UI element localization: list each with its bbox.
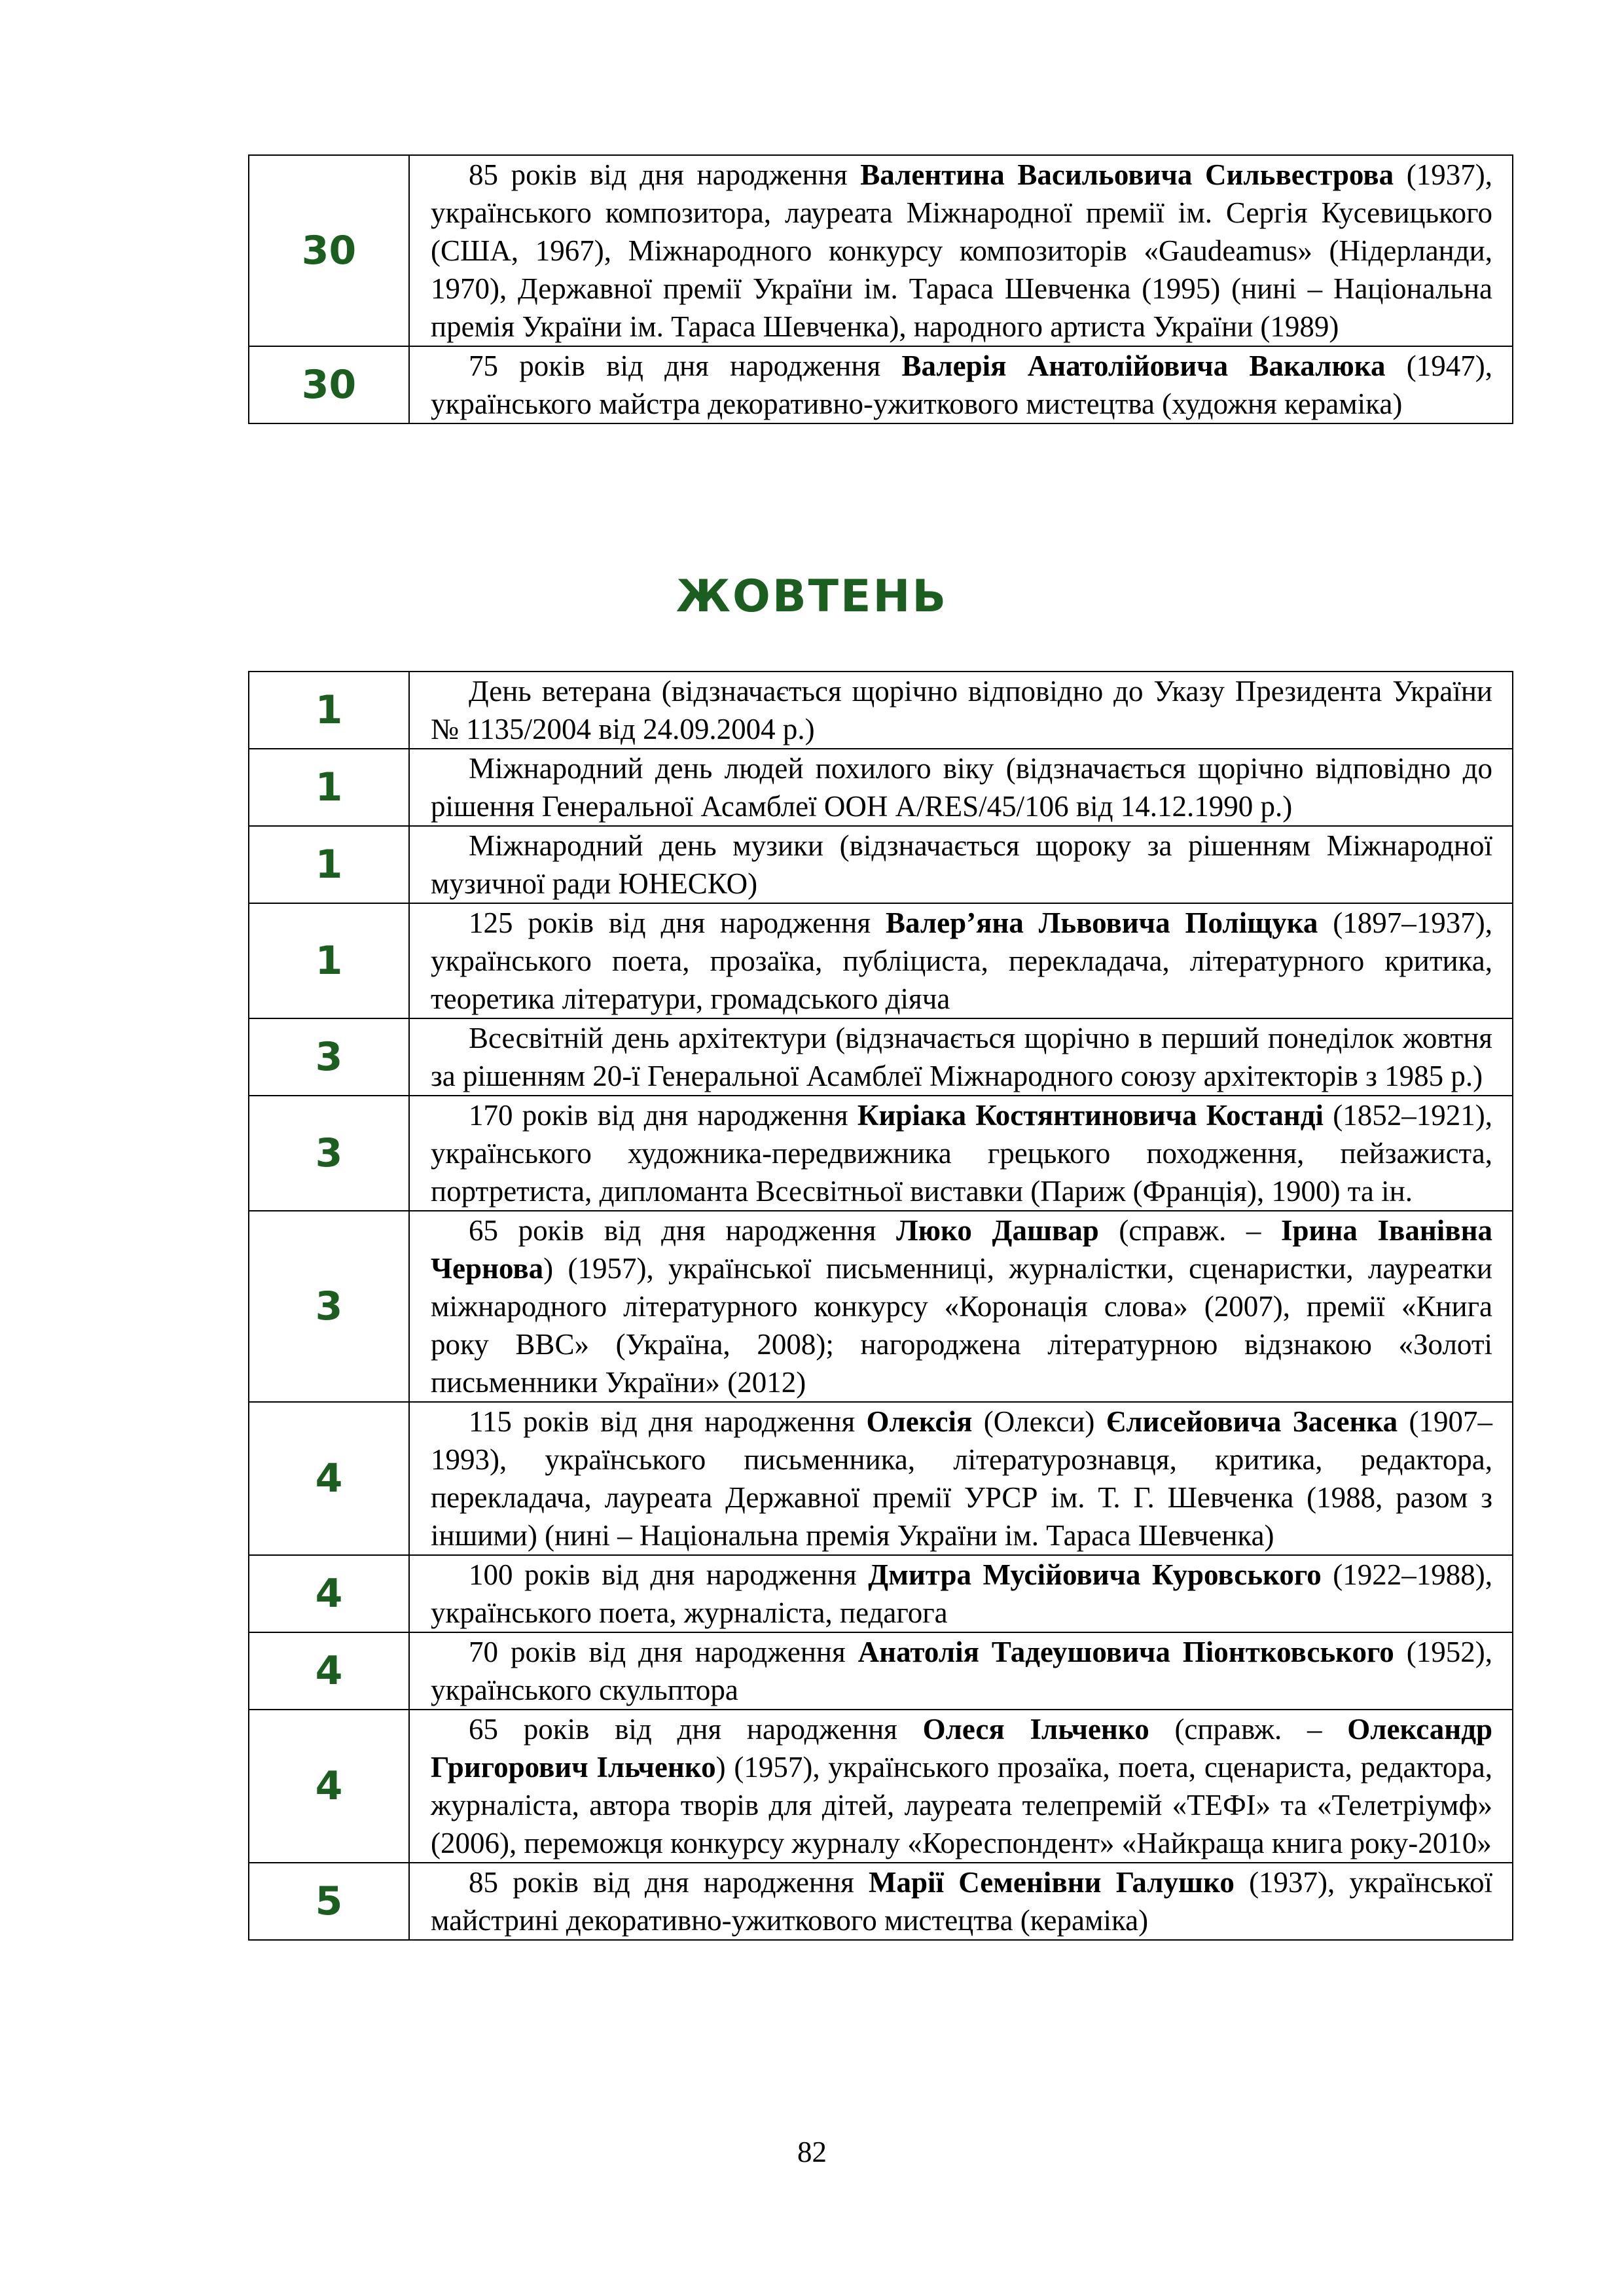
event-text: (справж. – — [1149, 1713, 1348, 1746]
event-text: ) (1957), української письменниці, журналістки, сценаристки, лауреатки міжнародного літературного конкурсу «Коронація слова» (2007), премії «Книга року ВВС» (Україна, 2008); нагороджена літературною відзнакою «Золоті письменники України» (2012) — [431, 1252, 1492, 1399]
event-description — [409, 346, 1513, 423]
person-name: Олеся Ільченко — [922, 1713, 1149, 1746]
event-description — [409, 826, 1513, 903]
table-row — [249, 1018, 1513, 1096]
event-text: 65 років від дня народження — [469, 1214, 897, 1247]
event-text: (1952), українського скульптора — [431, 1636, 1492, 1706]
month-title: ЖОВТЕНЬ — [676, 571, 948, 622]
person-name: Марії Семенівни Галушко — [869, 1866, 1235, 1899]
event-text: (1922–1988), українського поета, журналіста, педагога — [431, 1558, 1492, 1629]
event-text: 85 років від дня народження — [469, 158, 861, 191]
person-name: Валерія Анатолійовича Вакалюка — [901, 350, 1386, 382]
event-description — [409, 672, 1513, 749]
october-rows — [249, 672, 1513, 1940]
table-row — [249, 1632, 1513, 1710]
table-row — [249, 1710, 1513, 1863]
day-cell: 30 — [249, 155, 409, 346]
day-cell: 1 — [249, 903, 409, 1018]
person-name: Олександр Григорович Ільченко — [431, 1713, 1493, 1784]
day-cell: 1 — [249, 672, 409, 749]
event-description — [409, 1632, 1513, 1710]
day-cell: 3 — [249, 1211, 409, 1402]
event-text: Міжнародний день людей похилого віку (відзначається щорічно відповідно до рішення Генеральної Асамблеї ООН A/RES/45/106 від 14.12.1990 р.) — [431, 752, 1492, 823]
event-text: 70 років від дня народження — [469, 1636, 858, 1668]
event-text: (1937), української майстрині декоративно-ужиткового мистецтва (кераміка) — [431, 1866, 1492, 1937]
event-description — [409, 1018, 1513, 1096]
day-cell: 3 — [249, 1096, 409, 1211]
event-text: (1897–1937), українського поета, прозаїка, публіциста, перекладача, літературного критика, теоретика літератури, громадського діяча — [431, 906, 1492, 1015]
table-row — [249, 903, 1513, 1018]
day-cell: 30 — [249, 346, 409, 423]
event-text: 65 років від дня народження — [469, 1713, 923, 1746]
person-name: Валер’яна Львовича Поліщука — [885, 906, 1318, 939]
table-row — [249, 1402, 1513, 1555]
table-row — [249, 1863, 1513, 1940]
table-row — [249, 826, 1513, 903]
event-text: ) (1957), українського прозаїка, поета, сценариста, редактора, журналіста, автора творів для дітей, лауреата телепремій «ТЕФІ» та «Телетріумф» (2006), переможця конкурсу журналу «Кореспондент» «Найкраща книга року-2010» — [431, 1751, 1492, 1859]
october-table — [248, 671, 1513, 1941]
person-name: Люко Дашвар — [896, 1214, 1099, 1247]
table-row — [249, 155, 1513, 346]
table-row — [249, 346, 1513, 423]
page-number: 82 — [797, 2136, 827, 2168]
event-text: (1937), українського композитора, лауреата Міжнародної премії ім. Сергія Кусевицького (США, 1967), Міжнародного конкурсу композиторів «Gaudeamus» (Нідерланди, 1970), Державної премії України ім. Тараса Шевченка (1995) (нині – Національна премія України ім. Тараса Шевченка), народного артиста України (1989) — [431, 158, 1492, 343]
event-text: 100 років від дня народження — [469, 1558, 869, 1591]
day-cell: 3 — [249, 1018, 409, 1096]
table-row — [249, 1555, 1513, 1632]
event-text: (1947), українського майстра декоративно-ужиткового мистецтва (художня кераміка) — [431, 350, 1492, 420]
day-cell: 1 — [249, 826, 409, 903]
event-text: (1907–1993), українського письменника, літературознавця, критика, редактора, перекладача, лауреата Державної премії УРСР ім. Т. Г. Шевченка (1988, разом з іншими) (нині – Національна премія України ім. Тараса Шевченка) — [431, 1405, 1492, 1552]
event-description — [409, 749, 1513, 826]
event-text: День ветерана (відзначається щорічно відповідно до Указу Президента України № 1135/2004 від 24.09.2004 р.) — [431, 675, 1492, 745]
event-description — [409, 155, 1513, 346]
event-text: 75 років від дня народження — [469, 350, 902, 382]
september-end-table — [248, 154, 1513, 424]
event-description — [409, 1710, 1513, 1863]
day-cell: 4 — [249, 1632, 409, 1710]
day-cell: 4 — [249, 1710, 409, 1863]
event-description — [409, 1555, 1513, 1632]
table-row — [249, 749, 1513, 826]
event-text: Всесвітній день архітектури (відзначається щорічно в перший понеділок жовтня за рішенням 20-ї Генеральної Асамблеї Міжнародного союзу архітекторів з 1985 р.) — [431, 1022, 1492, 1092]
event-description — [409, 1863, 1513, 1940]
event-text: 115 років від дня народження — [469, 1405, 867, 1438]
september-end-rows — [249, 155, 1513, 423]
person-name: Анатолія Тадеушовича Піонтковського — [857, 1636, 1394, 1668]
event-text: 85 років від дня народження — [469, 1866, 869, 1899]
event-text: (справж. – — [1098, 1214, 1281, 1247]
table-row — [249, 1211, 1513, 1402]
person-name: Валентина Васильовича Сильвестрова — [860, 158, 1394, 191]
table-row — [249, 1096, 1513, 1211]
event-description — [409, 1211, 1513, 1402]
person-name: Олексія — [866, 1405, 973, 1438]
event-text: 125 років від дня народження — [469, 906, 886, 939]
day-cell: 4 — [249, 1555, 409, 1632]
event-text: (1852–1921), українського художника-передвижника грецького походження, пейзажиста, портретиста, дипломанта Всесвітньої виставки (Париж (Франція), 1900) та ін. — [431, 1099, 1492, 1208]
day-cell: 1 — [249, 749, 409, 826]
event-description — [409, 1096, 1513, 1211]
event-description — [409, 1402, 1513, 1555]
person-name: Ірина Іванівна Чернова — [431, 1214, 1493, 1285]
day-cell: 4 — [249, 1402, 409, 1555]
event-text: (Олекси) — [972, 1405, 1106, 1438]
table-row — [249, 672, 1513, 749]
day-cell: 5 — [249, 1863, 409, 1940]
person-name: Киріака Костянтиновича Костанді — [857, 1099, 1324, 1132]
person-name: Дмитра Мусійовича Куровського — [868, 1558, 1322, 1591]
event-text: 170 років від дня народження — [469, 1099, 857, 1132]
event-text: Міжнародний день музики (відзначається щороку за рішенням Міжнародної музичної ради ЮНЕСКО) — [431, 829, 1492, 900]
person-name: Єлисейовича Засенка — [1106, 1405, 1398, 1438]
event-description — [409, 903, 1513, 1018]
